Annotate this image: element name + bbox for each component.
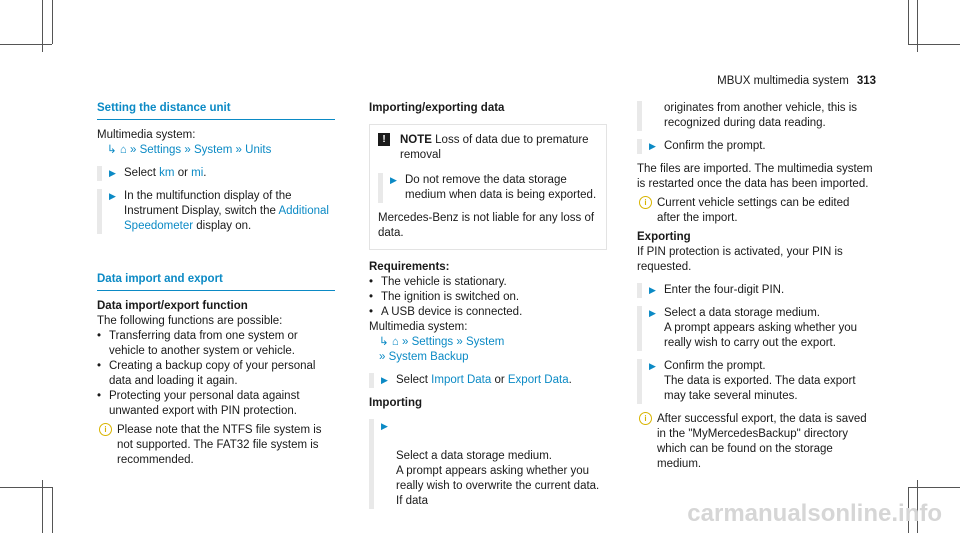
info-text: After successful export, the data is saved in the "MyMercedesBackup" directory which can be found on the storage medium. xyxy=(657,413,867,470)
nav-system-backup[interactable]: System Backup xyxy=(388,351,469,363)
info-icon: i xyxy=(639,196,652,209)
option-additional-speedometer[interactable]: Additional Speedometer xyxy=(124,205,329,232)
step-text: display on. xyxy=(193,220,252,232)
column-2 xyxy=(369,101,607,517)
requirements-title: Requirements: xyxy=(369,261,450,273)
step-text: Select a data storage medium. A prompt appears asking whether you really wish to overwrite the current data. If data xyxy=(396,450,600,507)
chevron-right-icon: » xyxy=(184,144,191,156)
home-icon: ⌂ xyxy=(119,144,127,156)
step-additional-speedometer xyxy=(97,189,335,234)
info-icon: i xyxy=(639,412,652,425)
note-box xyxy=(369,124,607,250)
importing-exporting-title: Importing/exporting data xyxy=(369,102,505,114)
step-text: . xyxy=(203,167,207,179)
list-item: • Protecting your personal data against unwanted export with PIN protection. xyxy=(97,390,300,417)
crop-mark xyxy=(917,0,918,52)
nav-path xyxy=(369,335,607,365)
note-disclaimer: Mercedes-Benz is not liable for any loss of data. xyxy=(378,212,595,239)
step-text: Select a data storage medium. xyxy=(664,307,820,319)
info-icon: i xyxy=(99,423,112,436)
section-title-distance-unit: Setting the distance unit xyxy=(97,101,335,120)
step-enter-pin xyxy=(637,283,875,298)
step-arrow-icon: ▶ xyxy=(649,361,656,371)
subsection-title: Data import/export function xyxy=(97,300,248,312)
step-continuation xyxy=(637,101,875,131)
step-select-import-export xyxy=(369,373,607,388)
list-item-text: The vehicle is stationary. xyxy=(381,276,507,288)
step-arrow-icon: ▶ xyxy=(649,285,656,295)
step-select-unit xyxy=(97,166,335,181)
system-label: Multimedia system: xyxy=(369,321,468,333)
info-note xyxy=(97,423,335,468)
crop-mark xyxy=(42,480,43,533)
nav-system[interactable]: System xyxy=(465,336,505,348)
option-mi[interactable]: mi xyxy=(191,167,204,179)
list-item: • The vehicle is stationary. xyxy=(369,276,507,288)
step-arrow-icon: ▶ xyxy=(649,141,656,151)
list-item: • The ignition is switched on. xyxy=(369,291,520,303)
crop-mark xyxy=(0,487,52,488)
step-select-medium xyxy=(637,306,875,351)
list-item-text: Transferring data from one system or vehicle to another system or vehicle. xyxy=(109,330,298,357)
chevron-right-icon: » xyxy=(379,351,386,363)
nav-settings[interactable]: Settings xyxy=(139,144,182,156)
chevron-right-icon: » xyxy=(402,336,409,348)
export-intro: If PIN protection is activated, your PIN is requested. xyxy=(637,246,843,273)
system-label: Multimedia system: xyxy=(97,129,196,141)
step-text: Select xyxy=(396,374,432,386)
note-label: NOTE xyxy=(400,134,432,146)
step-confirm-export xyxy=(637,359,875,404)
arrow-hook-icon: ↳ xyxy=(379,336,389,348)
nav-settings[interactable]: Settings xyxy=(411,336,454,348)
arrow-hook-icon: ↳ xyxy=(107,144,117,156)
list-item-text: Protecting your personal data against unwanted export with PIN protection. xyxy=(109,390,300,417)
crop-mark xyxy=(908,487,960,488)
import-result-text: The files are imported. The multimedia system is restarted once the data has been imported. xyxy=(637,163,873,190)
crop-mark xyxy=(52,487,53,533)
list-item: • Transferring data from one system or vehicle to another system or vehicle. xyxy=(97,330,298,357)
nav-units[interactable]: Units xyxy=(245,144,272,156)
note-heading xyxy=(378,133,598,163)
step-arrow-icon: ▶ xyxy=(109,168,116,178)
chevron-right-icon: » xyxy=(456,336,463,348)
crop-mark xyxy=(52,0,53,44)
info-note xyxy=(637,196,875,226)
step-arrow-icon: ▶ xyxy=(649,308,656,318)
step-text: In the multifunction display of the Instrument Display, switch the xyxy=(124,190,292,217)
column-1 xyxy=(97,101,335,468)
crop-mark xyxy=(908,0,909,44)
home-icon: ⌂ xyxy=(391,336,399,348)
step-text: Select xyxy=(124,167,160,179)
info-note xyxy=(637,412,875,472)
step-arrow-icon: ▶ xyxy=(109,191,116,201)
step-text: or xyxy=(174,167,192,179)
warning-icon: ! xyxy=(378,133,390,146)
importing-title: Importing xyxy=(369,397,423,409)
nav-path xyxy=(97,143,335,158)
option-import-data[interactable]: Import Data xyxy=(431,374,492,386)
list-item-text: The ignition is switched on. xyxy=(381,291,520,303)
step-text: originates from another vehicle, this is recognized during data reading. xyxy=(664,102,858,129)
step-result-text: The data is exported. The data export may take several minutes. xyxy=(664,375,856,402)
page-header xyxy=(717,74,876,89)
section-title-data-import: Data import and export xyxy=(97,272,335,291)
step-import-medium xyxy=(369,419,607,509)
step-text: . xyxy=(568,374,572,386)
watermark: carmanualsonline.info xyxy=(687,500,942,527)
step-text: or xyxy=(491,374,508,386)
option-export-data[interactable]: Export Data xyxy=(507,374,569,386)
step-arrow-icon: ▶ xyxy=(381,421,388,431)
list-item: • A USB device is connected. xyxy=(369,306,523,318)
note-text: Loss of data due to premature removal xyxy=(400,134,589,161)
step-arrow-icon: ▶ xyxy=(381,375,388,385)
chevron-right-icon: » xyxy=(235,144,242,156)
crop-mark xyxy=(908,44,960,45)
step-text: Do not remove the data storage medium when data is being exported. xyxy=(405,174,597,201)
list-item: • Creating a backup copy of your personal data and loading it again. xyxy=(97,360,316,387)
list-item-text: A USB device is connected. xyxy=(381,306,523,318)
step-text: Confirm the prompt. xyxy=(664,140,766,152)
exporting-title: Exporting xyxy=(637,231,691,243)
step-text: Confirm the prompt. xyxy=(664,360,766,372)
nav-system[interactable]: System xyxy=(193,144,233,156)
column-3 xyxy=(637,101,875,472)
step-confirm-prompt xyxy=(637,139,875,154)
step-text: Enter the four-digit PIN. xyxy=(664,284,785,296)
step-result-text: A prompt appears asking whether you really wish to carry out the export. xyxy=(664,322,858,349)
header-title: MBUX multimedia system xyxy=(717,75,849,87)
page-number: 313 xyxy=(856,75,876,87)
info-text: Current vehicle settings can be edited after the import. xyxy=(657,197,850,224)
note-step xyxy=(378,173,598,203)
list-item-text: Creating a backup copy of your personal data and loading it again. xyxy=(109,360,316,387)
option-km[interactable]: km xyxy=(159,167,175,179)
info-text: Please note that the NTFS file system is not supported. The FAT32 file system is recommended. xyxy=(117,424,322,466)
chevron-right-icon: » xyxy=(130,144,137,156)
crop-mark xyxy=(42,0,43,52)
step-arrow-icon: ▶ xyxy=(390,175,397,185)
intro-text: The following functions are possible: xyxy=(97,315,283,327)
crop-mark xyxy=(0,44,52,45)
